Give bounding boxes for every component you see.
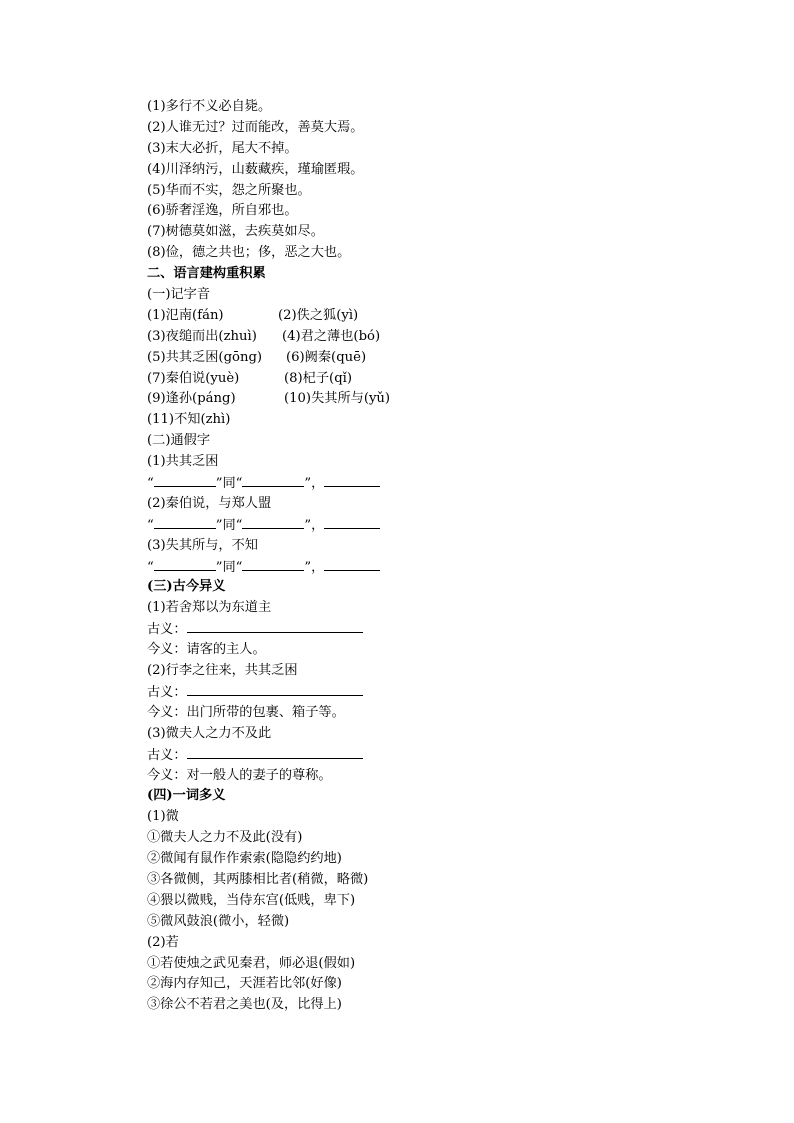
meaning-item: ④猥以微贱，当侍东宫(低贱，卑下) (147, 892, 356, 908)
pronunciation-item: (1)氾南(fán) (147, 307, 224, 323)
subsection-heading: (二)通假字 (147, 433, 211, 449)
pronunciation-row (147, 327, 447, 348)
gu-label: 古义： (147, 622, 187, 638)
quote-close: ”， (304, 476, 325, 492)
proverb-line: (7)树德莫如滋，去疾莫如尽。 (147, 224, 324, 240)
gu-label: 古义： (147, 684, 187, 700)
pronunciation-item: (11)不知(zhì) (147, 412, 231, 428)
quote-close: ”， (304, 517, 325, 533)
answer-blank[interactable] (187, 682, 363, 696)
pronunciation-item: (4)君之薄也(bó) (282, 328, 381, 344)
gu-label: 古义： (147, 747, 187, 763)
pronunciation-row (147, 306, 447, 327)
pronunciation-item: (2)佚之狐(yì) (278, 307, 359, 323)
answer-blank[interactable] (187, 619, 363, 633)
subsection-heading: (三)古今异义 (147, 579, 226, 595)
proverb-line: (1)多行不义必自毙。 (147, 99, 272, 114)
pronunciation-item: (7)秦伯说(yuè) (147, 370, 240, 386)
quote-same-as: ”同“ (215, 476, 243, 492)
gujin-gu-row (147, 745, 447, 766)
answer-blank[interactable] (324, 515, 380, 529)
pronunciation-item: (5)共其乏困(gōng) (147, 349, 263, 365)
pronunciation-row (147, 348, 447, 369)
quote-close: ”， (304, 559, 325, 575)
tongjia-answer-row (147, 473, 447, 494)
pronunciation-item: (3)夜缒而出(zhuì) (147, 328, 257, 344)
answer-blank[interactable] (154, 557, 216, 571)
tongjia-question: (1)共其乏困 (147, 454, 219, 470)
tongjia-answer-row (147, 557, 447, 578)
answer-blank[interactable] (154, 473, 216, 487)
answer-blank[interactable] (187, 745, 363, 759)
gujin-question: (2)行李之往来，共其乏困 (147, 663, 298, 679)
pronunciation-row (147, 369, 447, 390)
proverb-line: (4)川泽纳污，山薮藏疾，瑾瑜匿瑕。 (147, 161, 364, 177)
answer-blank[interactable] (154, 515, 216, 529)
word-heading: (1)微 (147, 809, 179, 825)
meaning-item: ②海内存知己，天涯若比邻(好像) (147, 976, 342, 992)
pronunciation-item: (10)失其所与(yǔ) (284, 391, 391, 407)
quote-same-as: ”同“ (215, 517, 243, 533)
quote-open: “ (147, 517, 154, 533)
answer-blank[interactable] (324, 473, 380, 487)
tongjia-question: (2)秦伯说，与郑人盟 (147, 495, 272, 511)
quote-open: “ (147, 559, 154, 575)
word-heading: (2)若 (147, 934, 179, 950)
answer-blank[interactable] (324, 557, 380, 571)
answer-blank[interactable] (242, 473, 304, 487)
meaning-item: ③徐公不若君之美也(及，比得上) (147, 997, 342, 1013)
proverb-line: (8)俭，德之共也；侈，恶之大也。 (147, 245, 351, 261)
pronunciation-item: (9)逢孙(páng) (147, 391, 236, 407)
pronunciation-item: (8)杞子(qǐ) (284, 370, 353, 386)
meaning-item: ①若使烛之武见秦君，师必退(假如) (147, 955, 356, 971)
subsection-heading: (一)记字音 (147, 287, 211, 303)
pronunciation-row (147, 389, 447, 410)
gujin-jin: 今义：出门所带的包裹、箱子等。 (147, 704, 345, 720)
subsection-heading: (四)一词多义 (147, 788, 226, 804)
proverb-line: (2)人谁无过？过而能改，善莫大焉。 (147, 119, 364, 135)
meaning-item: ⑤微风鼓浪(微小，轻微) (147, 913, 290, 929)
proverb-line: (5)华而不实，怨之所聚也。 (147, 182, 311, 198)
document-page (147, 97, 447, 1016)
gujin-gu-row (147, 682, 447, 703)
proverb-line: (3)末大必折，尾大不掉。 (147, 140, 298, 156)
gujin-question: (1)若舍郑以为东道主 (147, 600, 272, 616)
quote-same-as: ”同“ (215, 559, 243, 575)
meaning-item: ①微夫人之力不及此(没有) (147, 830, 303, 846)
gujin-jin: 今义：对一般人的妻子的尊称。 (147, 767, 332, 783)
meaning-item: ③各微侧，其两膝相比者(稍微，略微) (147, 871, 369, 887)
answer-blank[interactable] (242, 515, 304, 529)
meaning-item: ②微闻有鼠作作索索(隐隐约约地) (147, 851, 342, 867)
proverb-line: (6)骄奢淫逸，所自邪也。 (147, 203, 298, 219)
section-heading: 二、语言建构重积累 (147, 266, 266, 282)
tongjia-answer-row (147, 515, 447, 536)
tongjia-question: (3)失其所与，不知 (147, 537, 258, 553)
gujin-jin: 今义：请客的主人。 (147, 642, 266, 658)
gujin-question: (3)微夫人之力不及此 (147, 725, 272, 741)
quote-open: “ (147, 476, 154, 492)
answer-blank[interactable] (242, 557, 304, 571)
gujin-gu-row (147, 619, 447, 640)
pronunciation-item: (6)阙秦(quē) (286, 349, 367, 365)
